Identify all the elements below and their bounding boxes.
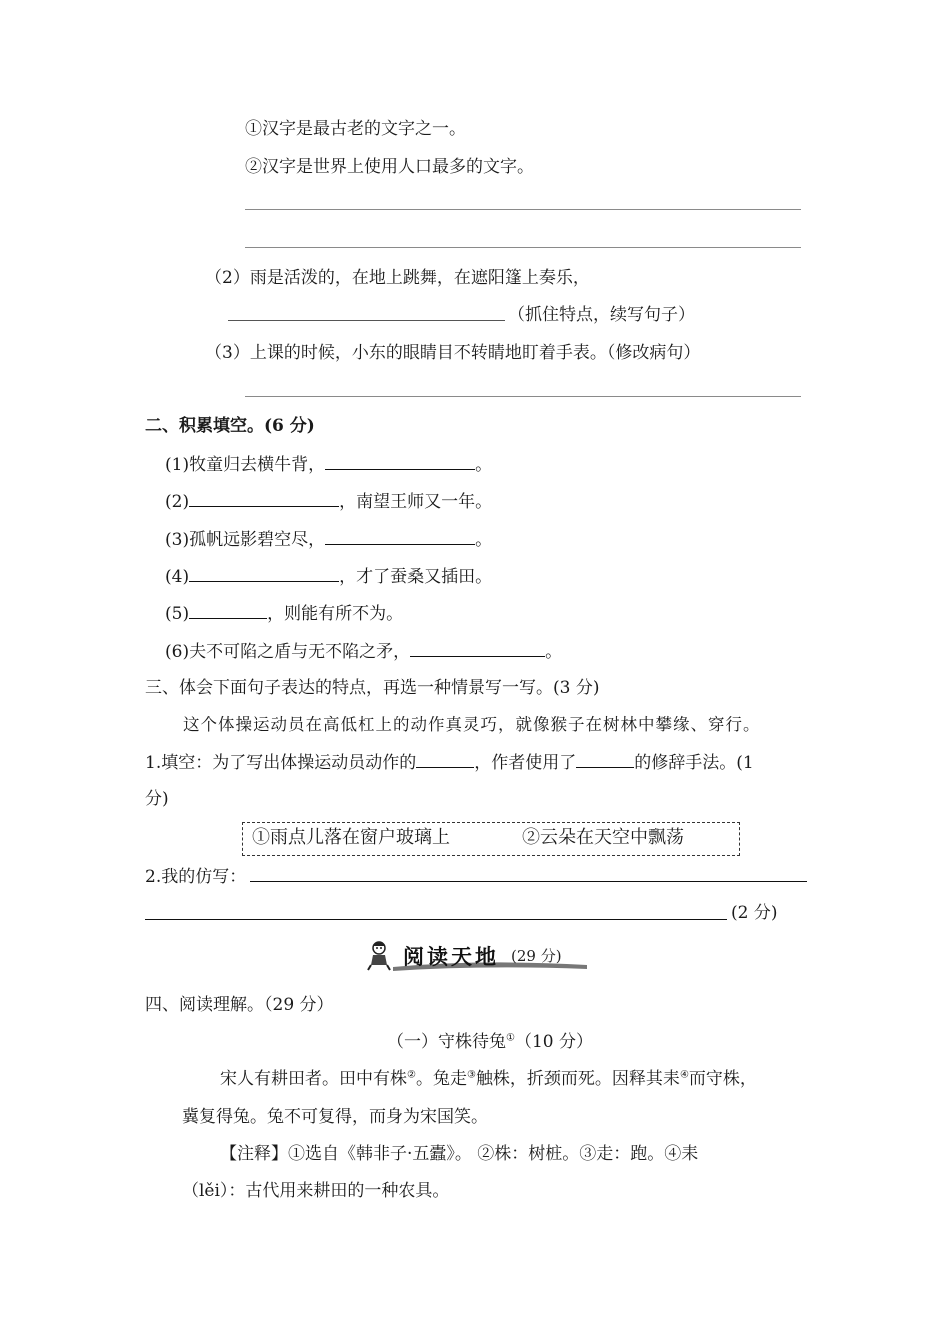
section-4-heading: 四、阅读理解。（29 分）	[145, 995, 334, 1015]
example-sentence-2: ②汉字是世界上使用人口最多的文字。	[245, 157, 534, 177]
answer-line-2	[245, 247, 801, 248]
example-sentence-1: ①汉字是最古老的文字之一。	[245, 119, 466, 139]
fill-item-2: (2) ，南望王师又一年。	[165, 492, 493, 512]
blank[interactable]	[416, 751, 474, 768]
blank[interactable]	[189, 565, 339, 582]
question-3-2-score: (2 分)	[731, 903, 778, 923]
passage-line-2: 冀复得兔。兔不可复得，而身为宋国笑。	[182, 1107, 488, 1127]
section-3-heading: 三、体会下面句子表达的特点，再选一种情景写一写。(3 分)	[145, 678, 600, 698]
question-2-hint: （抓住特点，续写句子）	[508, 305, 695, 325]
answer-line-q3	[245, 396, 801, 397]
example-sentence: 这个体操运动员在高低杠上的动作真灵巧，就像猴子在树林中攀缘、穿行。	[183, 715, 761, 734]
fill-item-4: (4) ，才了蚕桑又插田。	[165, 567, 493, 587]
option-2: ②云朵在天空中飘荡	[522, 827, 684, 848]
blank[interactable]	[325, 528, 475, 545]
blank[interactable]	[325, 453, 475, 470]
option-1: ①雨点儿落在窗户玻璃上	[252, 827, 450, 848]
banner-title: 阅读天地	[403, 945, 499, 969]
fill-item-6: (6)夫不可陷之盾与无不陷之矛， 。	[165, 642, 563, 662]
passage-title: （一）守株待兔①（10 分）	[387, 1032, 594, 1052]
passage-line-1: 宋人有耕田者。田中有株②。兔走③触株，折颈而死。因释其耒④而守株，	[220, 1069, 757, 1089]
imitation-line-1[interactable]	[250, 881, 807, 882]
annotation-line-2: （lěi）：古代用来耕田的一种农具。	[182, 1181, 450, 1201]
question-3-1-score: 分)	[145, 789, 169, 809]
question-3-1: 1.填空：为了写出体操运动员动作的 ，作者使用了 的修辞手法。(1	[145, 753, 754, 773]
banner-score: (29 分)	[511, 947, 562, 965]
answer-line-1	[245, 209, 801, 210]
blank[interactable]	[576, 751, 634, 768]
blank[interactable]	[189, 602, 267, 619]
blank[interactable]	[189, 490, 339, 507]
annotation-line-1: 【注释】①选自《韩非子·五蠹》。 ②株：树桩。③走：跑。④耒	[220, 1144, 699, 1164]
question-2-text: （2）雨是活泼的，在地上跳舞，在遮阳篷上奏乐，	[205, 268, 590, 288]
cartoon-kid-icon	[365, 939, 393, 971]
answer-line-q2	[228, 320, 505, 321]
blank[interactable]	[410, 640, 545, 657]
fill-item-1: (1)牧童归去横牛背， 。	[165, 455, 493, 475]
imitation-line-2[interactable]	[145, 919, 727, 920]
fill-item-3: (3)孤帆远影碧空尽， 。	[165, 530, 493, 550]
fill-item-5: (5) ，则能有所不为。	[165, 604, 404, 624]
question-3-2-label: 2.我的仿写：	[145, 867, 247, 887]
question-3-text: （3）上课的时候，小东的眼睛目不转睛地盯着手表。（修改病句）	[205, 343, 701, 363]
reading-section-banner	[363, 935, 591, 975]
section-2-heading: 二、积累填空。(6 分)	[145, 416, 315, 436]
